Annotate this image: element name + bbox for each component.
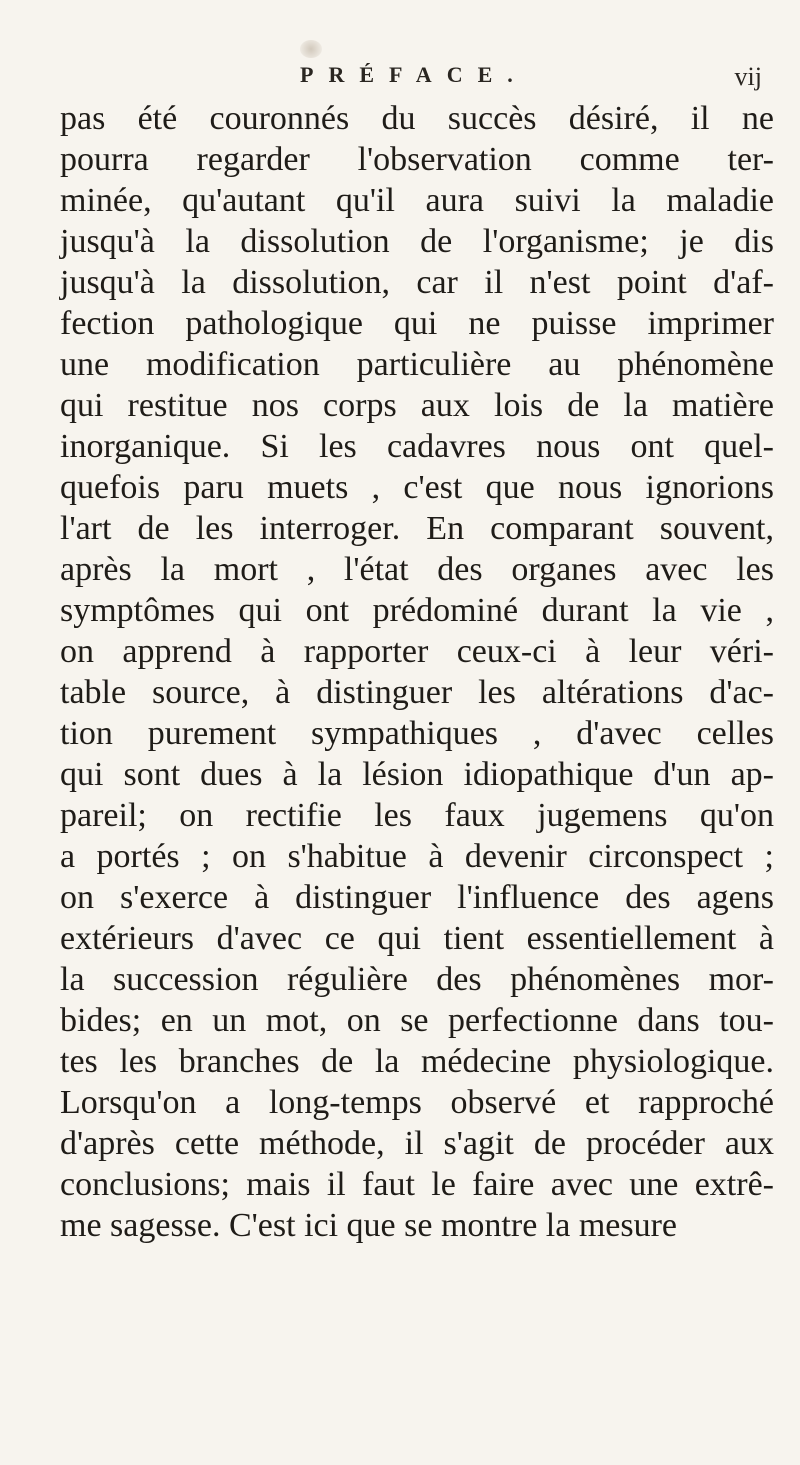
text-line: minée, qu'autant qu'il aura suivi la maladie: [60, 182, 774, 219]
text-line: tes les branches de la médecine physiologique.: [60, 1043, 774, 1080]
text-line: on apprend à rapporter ceux-ci à leur véri-: [60, 633, 774, 670]
running-title: PRÉFACE.: [300, 62, 528, 87]
text-line: bides; en un mot, on se perfectionne dans tou-: [60, 1002, 774, 1039]
text-line: symptômes qui ont prédominé durant la vie ,: [60, 592, 774, 629]
text-line: pareil; on rectifie les faux jugemens qu'on: [60, 797, 774, 834]
text-line: qui sont dues à la lésion idiopathique d'un ap-: [60, 756, 774, 793]
text-line: pas été couronnés du succès désiré, il ne: [60, 100, 774, 137]
text-line: jusqu'à la dissolution, car il n'est point d'af-: [60, 264, 774, 301]
text-line: tion purement sympathiques , d'avec celles: [60, 715, 774, 752]
text-line: la succession régulière des phénomènes mor-: [60, 961, 774, 998]
text-line: on s'exerce à distinguer l'influence des agens: [60, 879, 774, 916]
text-line: a portés ; on s'habitue à devenir circonspect ;: [60, 838, 774, 875]
ink-smudge: [300, 40, 322, 58]
text-line: extérieurs d'avec ce qui tient essentiellement à: [60, 920, 774, 957]
page-header: [240, 62, 762, 98]
text-line: qui restitue nos corps aux lois de la matière: [60, 387, 774, 424]
text-line: jusqu'à la dissolution de l'organisme; je dis: [60, 223, 774, 260]
text-line: Lorsqu'on a long-temps observé et rapproché: [60, 1084, 774, 1121]
page-number: vij: [734, 62, 762, 91]
text-line: conclusions; mais il faut le faire avec une extrê-: [60, 1166, 774, 1203]
text-line: pourra regarder l'observation comme ter-: [60, 141, 774, 178]
text-line: table source, à distinguer les altérations d'ac-: [60, 674, 774, 711]
text-line: une modification particulière au phénomène: [60, 346, 774, 383]
text-line: quefois paru muets , c'est que nous ignorions: [60, 469, 774, 506]
text-line: me sagesse. C'est ici que se montre la mesure: [60, 1207, 677, 1244]
text-line: après la mort , l'état des organes avec les: [60, 551, 774, 588]
text-line: fection pathologique qui ne puisse imprimer: [60, 305, 774, 342]
text-line: l'art de les interroger. En comparant souvent,: [60, 510, 774, 547]
text-line: d'après cette méthode, il s'agit de procéder aux: [60, 1125, 774, 1162]
text-line: inorganique. Si les cadavres nous ont quel-: [60, 428, 774, 465]
body-text: [60, 98, 774, 1246]
